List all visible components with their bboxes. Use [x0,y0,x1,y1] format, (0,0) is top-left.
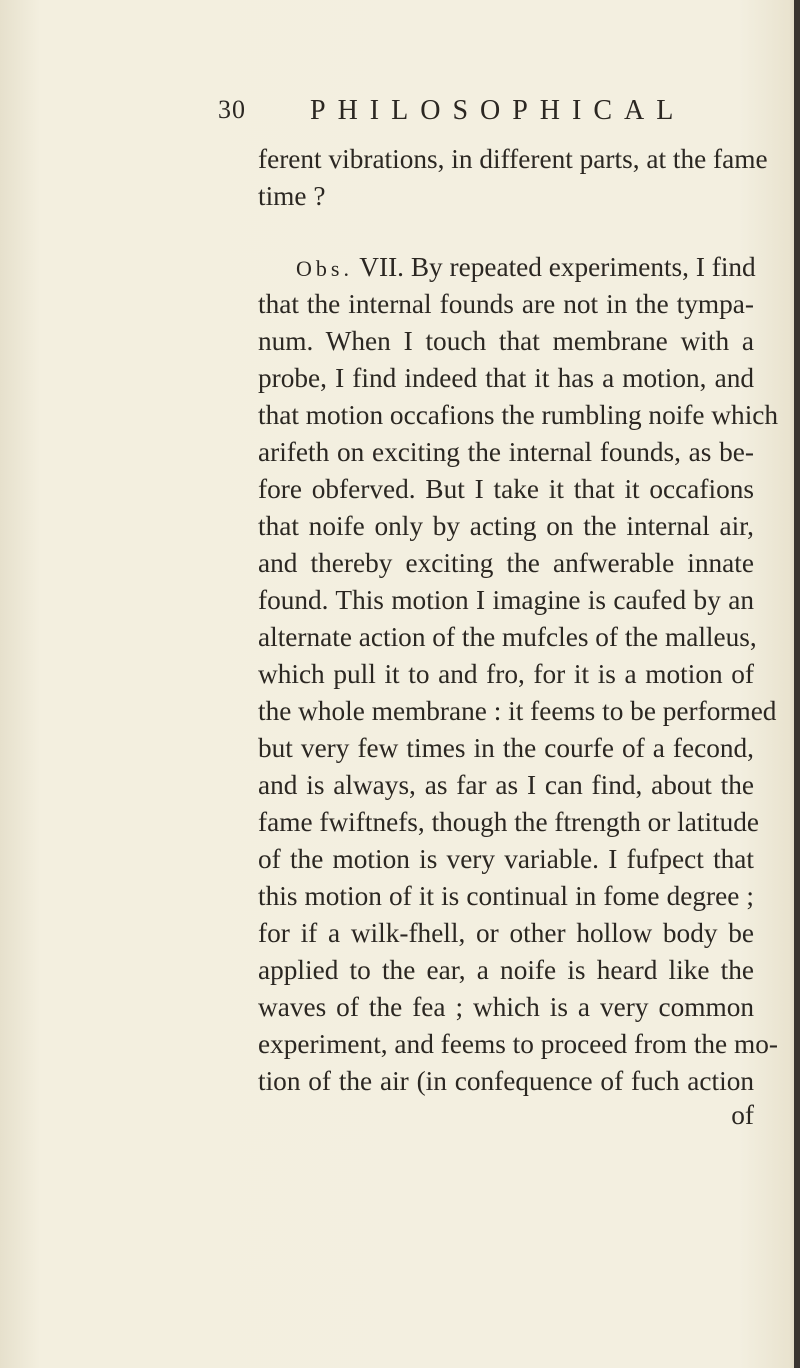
text-line: alternate action of the mufcles of the malleus, [258,622,757,652]
text-line: experiment, and feems to proceed from the mo- [258,1029,778,1059]
text-line: this motion of it is continual in fome degree ; [258,881,754,911]
text-line: the whole membrane : it feems to be performed [258,696,777,726]
page-header [218,95,738,139]
obs-label: Obs. [296,256,353,281]
text-line: fore obferved. But I take it that it occafions [258,474,754,504]
catchword: of [731,1100,754,1130]
text-line: probe, I find indeed that it has a motion, and [258,363,754,393]
text-line: found. This motion I imagine is caufed by an [258,585,754,615]
text-line: and is always, as far as I can find, about the [258,770,754,800]
text-line: ferent vibrations, in different parts, at the fame [258,144,768,174]
text-line: applied to the ear, a noife is heard like the [258,955,754,985]
text-line: for if a wilk-fhell, or other hollow body be [258,918,754,948]
text-line: that noife only by acting on the internal air, [258,511,754,541]
text-span: VII. By repeated experiments, I find [352,252,756,282]
text-line: waves of the fea ; which is a very common [258,992,754,1022]
page-edge-shadow [794,0,800,1368]
text-line: but very few times in the courfe of a fecond, [258,733,754,763]
text-line: which pull it to and fro, for it is a motion of [258,659,754,689]
text-line: time ? [258,181,326,211]
text-line: num. When I touch that membrane with a [258,326,754,356]
text-line: arifeth on exciting the internal founds, as be- [258,437,754,467]
text-line: fame fwiftnefs, though the ftrength or latitude [258,807,760,837]
text-line: that the internal founds are not in the tympa- [258,289,754,319]
text-line: and thereby exciting the anfwerable innate [258,548,754,578]
text-line [296,250,754,286]
text-line: of the motion is very variable. I fufpect that [258,844,754,874]
text-line: tion of the air (in confequence of fuch action [258,1066,754,1096]
text-line: that motion occafions the rumbling noife which [258,400,779,430]
page-number: 30 [218,95,246,124]
running-head: PHILOSOPHICAL [310,95,686,126]
